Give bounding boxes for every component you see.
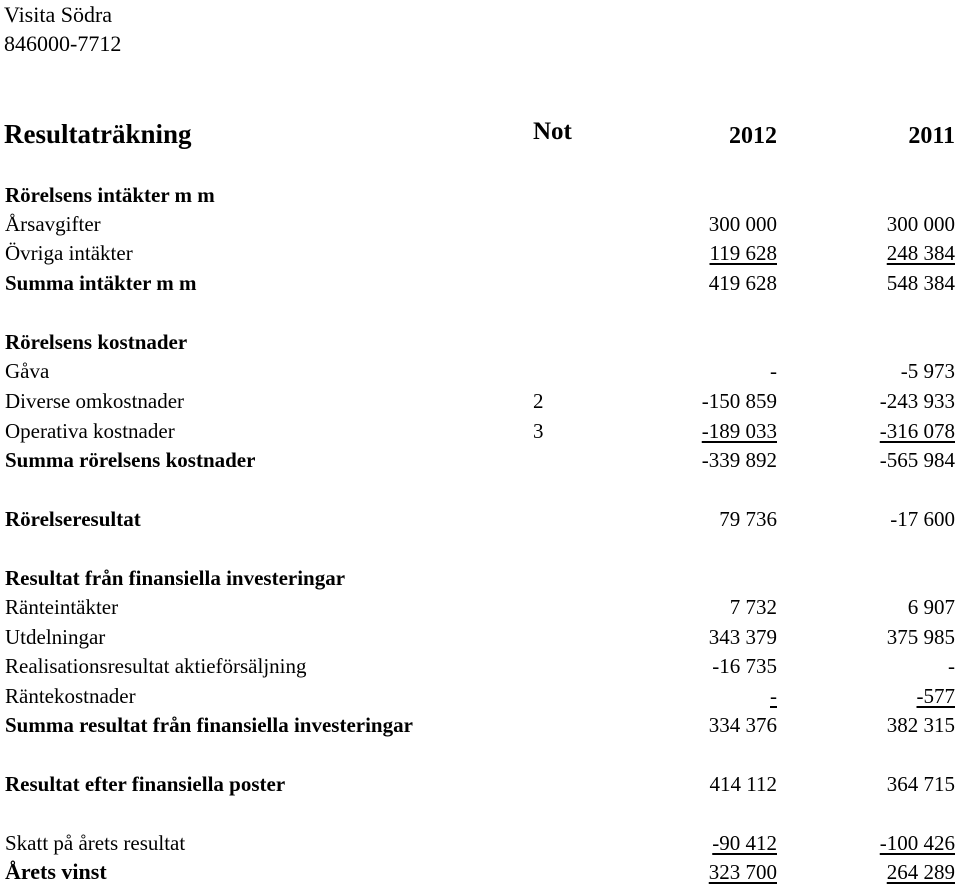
operating-result-row [0,506,960,532]
table-row [0,418,960,444]
value-2012: -16 735 [712,654,777,678]
value-2011: 548 384 [886,271,955,295]
value-2011: -243 933 [879,389,955,413]
row-label: Skatt på årets resultat [5,831,186,855]
value-2011: 264 289 [886,860,955,884]
value-2011: -100 426 [879,831,955,855]
row-label: Rörelsens intäkter m m [5,183,215,207]
section-heading-operating-income [0,182,960,208]
value-2012: -150 859 [701,389,777,413]
year-2012-column-header: 2012 [729,123,777,149]
value-2011: 300 000 [886,212,955,236]
value-2012: - [770,684,777,708]
row-label: Rörelseresultat [5,507,141,531]
row-label: Rörelsens kostnader [5,330,188,354]
row-label: Summa rörelsens kostnader [5,448,256,472]
statement-title: Resultaträkning [4,119,192,149]
row-label: Summa intäkter m m [5,271,197,295]
row-label: Resultat från finansiella investeringar [5,566,346,590]
note-reference: 3 [533,419,544,443]
value-2012: 414 112 [709,772,777,796]
value-2012: 343 379 [708,625,777,649]
row-label: Årsavgifter [5,212,101,236]
row-label: Resultat efter finansiella poster [5,772,286,796]
row-label: Övriga intäkter [5,241,133,265]
value-2011: -565 984 [879,448,955,472]
value-2012: -90 412 [712,831,777,855]
year-2011-column-header: 2011 [908,123,955,149]
result-after-financial-items-row [0,771,960,797]
table-row [0,624,960,650]
value-2011: 6 907 [907,595,955,619]
value-2012: -339 892 [701,448,777,472]
value-2011: 375 985 [886,625,955,649]
value-2012: 79 736 [719,507,777,531]
row-label: Diverse omkostnader [5,389,185,413]
table-row [0,683,960,709]
table-row [0,240,960,266]
row-label: Realisationsresultat aktieförsäljning [5,654,307,678]
value-2012: -189 033 [701,419,777,443]
subtotal-row [0,712,960,738]
table-row [0,358,960,384]
subtotal-row [0,270,960,296]
value-2011: 382 315 [886,713,955,737]
value-2012: 119 628 [709,241,777,265]
value-2011: - [948,654,955,678]
table-row [0,653,960,679]
organization-number: 846000-7712 [4,31,122,56]
value-2012: 334 376 [708,713,777,737]
section-heading-operating-expenses [0,329,960,355]
value-2012: 7 732 [729,595,777,619]
value-2011: -5 973 [900,359,955,383]
value-2012: 419 628 [708,271,777,295]
row-label: Räntekostnader [5,684,136,708]
row-label: Ränteintäkter [5,595,119,619]
row-label: Årets vinst [5,859,107,884]
value-2012: 300 000 [708,212,777,236]
row-label: Utdelningar [5,625,106,649]
organization-name: Visita Södra [4,2,113,27]
section-heading-financial-items [0,565,960,591]
table-row [0,594,960,620]
value-2011: -17 600 [890,507,955,531]
net-profit-row [0,859,960,885]
value-2011: 248 384 [886,241,955,265]
row-label: Gåva [5,359,50,383]
value-2011: -577 [916,684,955,708]
subtotal-row [0,447,960,473]
table-row [0,211,960,237]
row-label: Summa resultat från finansiella investeringar [5,713,413,737]
table-row [0,388,960,414]
value-2011: -316 078 [879,419,955,443]
row-label: Operativa kostnader [5,419,175,443]
table-row [0,830,960,856]
note-column-header: Not [533,118,572,145]
value-2012: - [770,359,777,383]
value-2012: 323 700 [708,860,777,884]
value-2011: 364 715 [886,772,955,796]
note-reference: 2 [533,389,544,413]
